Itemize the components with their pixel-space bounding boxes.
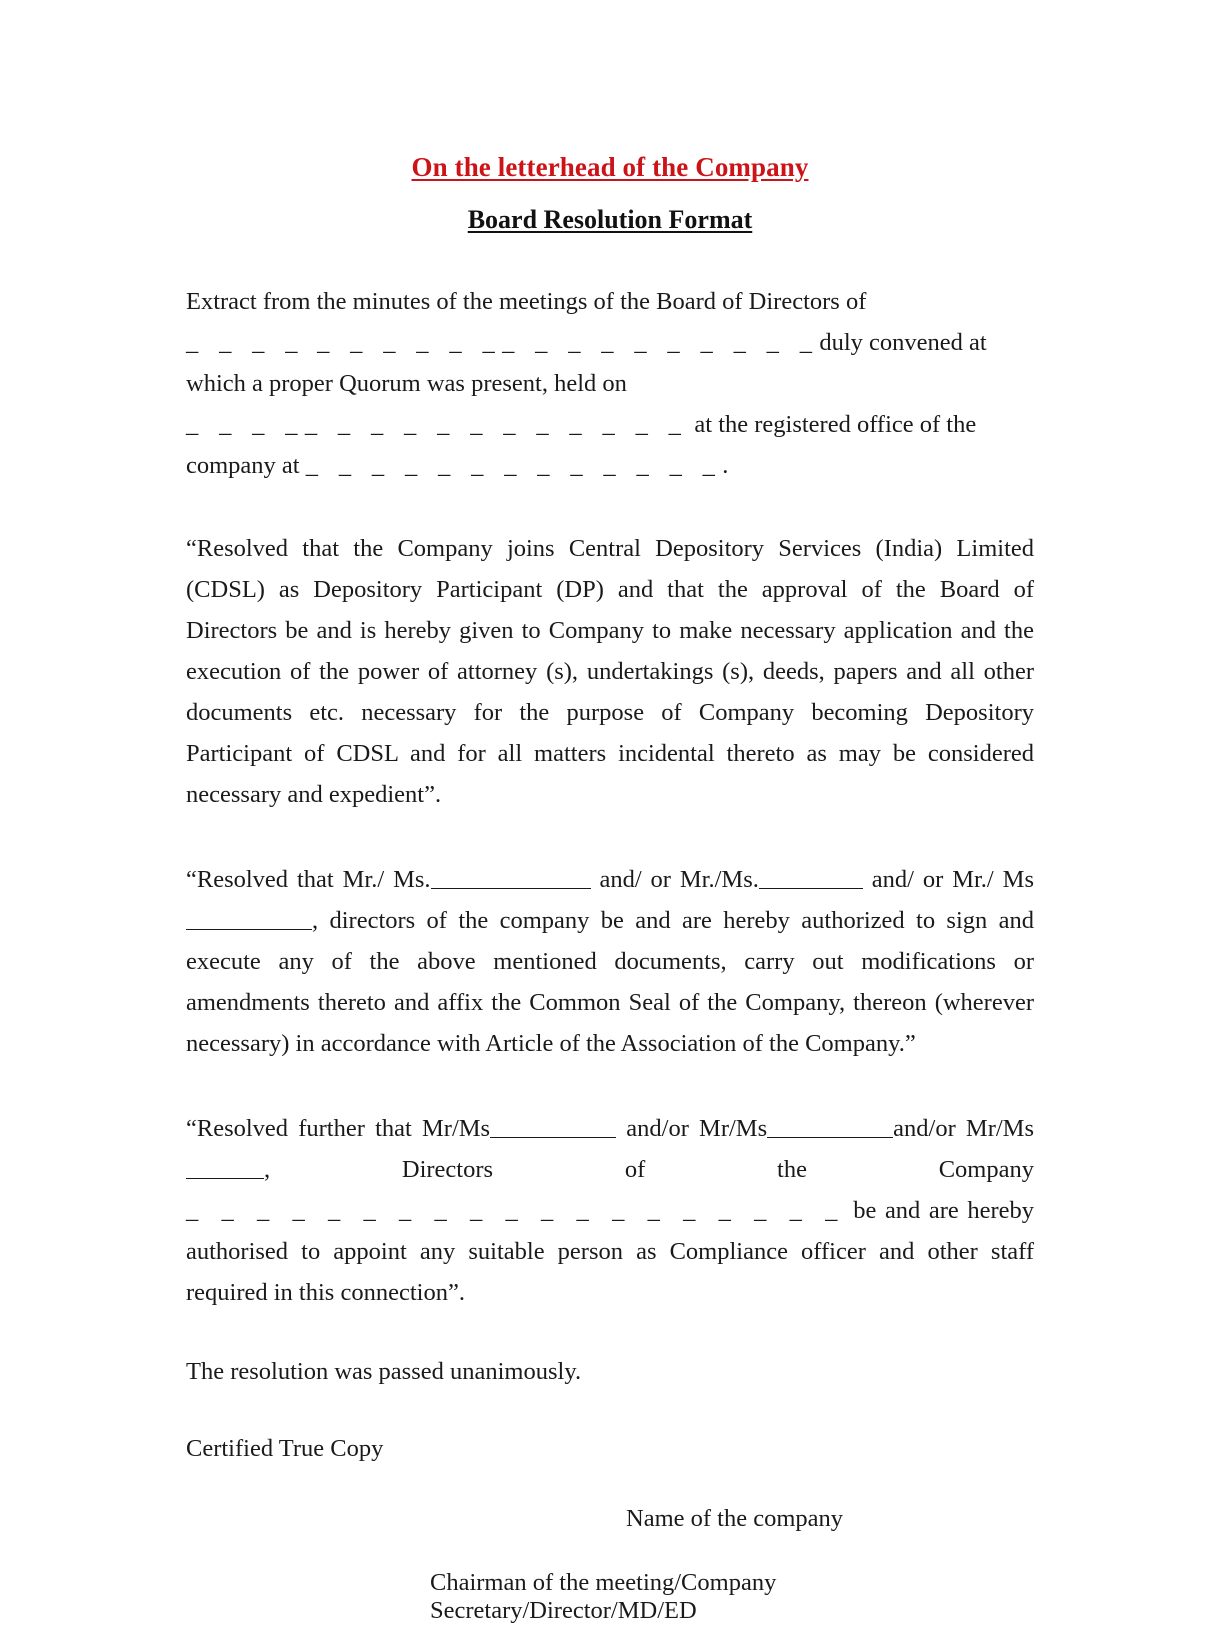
closing-certified-true-copy: Certified True Copy (186, 1435, 384, 1462)
spacer-before-signature (186, 1469, 1034, 1505)
spacer-before-resolution-2 (186, 815, 1034, 859)
resolution2-blank-director-1[interactable] (431, 865, 591, 889)
resolution3-segment-4: , Directors of the Company (264, 1156, 1034, 1183)
intro-line3-period: . (722, 452, 729, 479)
resolution2-segment-2: and/ or Mr./Ms. (590, 866, 759, 893)
intro-line1-text: Extract from the minutes of the meetings of the Board of Directors of (186, 288, 867, 315)
resolution2-segment-3: and/ or Mr./ Ms (862, 866, 1034, 893)
resolution-paragraph-1: “Resolved that the Company joins Central Depository Services (India) Limited (CDSL) as Depository Participant (DP) and that the approval of the Board of Directors be and is hereby given to Company to make necessary application and the execution of the power of attorney (s), undertakings (s), deeds, papers and all other documents etc. necessary for the purpose of Company becoming Depository Participant of CDSL and for all matters incidental thereto as may be considered necessary and expedient”. (186, 535, 1034, 808)
resolution2-blank-director-2[interactable] (759, 865, 863, 889)
resolution3-segment-3: and/or Mr/Ms (893, 1115, 1034, 1142)
resolution2-blank-director-3[interactable] (186, 906, 312, 930)
resolution3-segment-2: and/or Mr/Ms (616, 1115, 768, 1142)
intro-blank-meeting: _ _ _ _ _ _ _ _ _ _ (502, 329, 820, 356)
resolution2-segment-1: “Resolved that Mr./ Ms. (186, 866, 431, 893)
resolution3-blank-company-dashed: _ _ _ _ _ _ _ _ _ _ _ _ _ _ _ _ _ _ _ (186, 1197, 845, 1224)
intro-paragraph (186, 281, 1034, 486)
resolution3-blank-director-3[interactable] (186, 1155, 264, 1179)
page-subtitle-board-resolution-format: Board Resolution Format (467, 205, 753, 234)
spacer-before-resolution-1 (186, 486, 1034, 528)
intro-blank-address: _ _ _ _ _ _ _ _ _ _ _ _ _ (305, 452, 723, 479)
closing-resolution-passed: The resolution was passed unanimously. (186, 1358, 582, 1385)
signature-authorised-roles: Chairman of the meeting/Company Secretary/Director/MD/ED (430, 1569, 777, 1624)
spacer-before-certified (186, 1392, 1034, 1428)
intro-line3-text: at the registered office of the company at (186, 411, 977, 479)
page-title-letterhead-notice: On the letterhead of the Company (411, 152, 809, 182)
document-content (186, 0, 1034, 1625)
resolution3-segment-5: be and are hereby authorised to appoint any suitable person as Compliance officer and other staff required in this connection”. (186, 1197, 1034, 1306)
spacer-before-resolution-3 (186, 1064, 1034, 1108)
signature-company-name: Name of the company (626, 1505, 844, 1532)
resolution-paragraph-2 (186, 859, 1034, 1064)
resolution3-blank-director-2[interactable] (767, 1114, 893, 1138)
intro-line2-text: duly convened at which a proper Quorum was present, held on (186, 329, 987, 397)
spacer-between-signature-lines (186, 1533, 1034, 1569)
resolution2-segment-4: , directors of the company be and are hereby authorized to sign and execute any of the above mentioned documents, carry out modifications or amendments thereto and affix the Common Seal of the Company, thereon (wherever necessary) in accordance with Article of the Association of the Company.” (186, 907, 1034, 1057)
resolution3-segment-1: “Resolved further that Mr/Ms (186, 1115, 491, 1142)
spacer-after-headings (186, 235, 1034, 281)
intro-blank-company-1: _ _ _ _ (186, 329, 305, 356)
intro-blank-date-cont: _ _ _ _ _ _ _ _ _ _ _ _ (304, 411, 689, 438)
resolution3-blank-director-1[interactable] (490, 1114, 616, 1138)
intro-blank-date: _ _ _ _ (186, 411, 305, 438)
spacer-before-closing (186, 1313, 1034, 1351)
resolution-paragraph-3 (186, 1108, 1034, 1313)
intro-blank-company-2: _ _ _ _ _ _ (317, 329, 503, 356)
